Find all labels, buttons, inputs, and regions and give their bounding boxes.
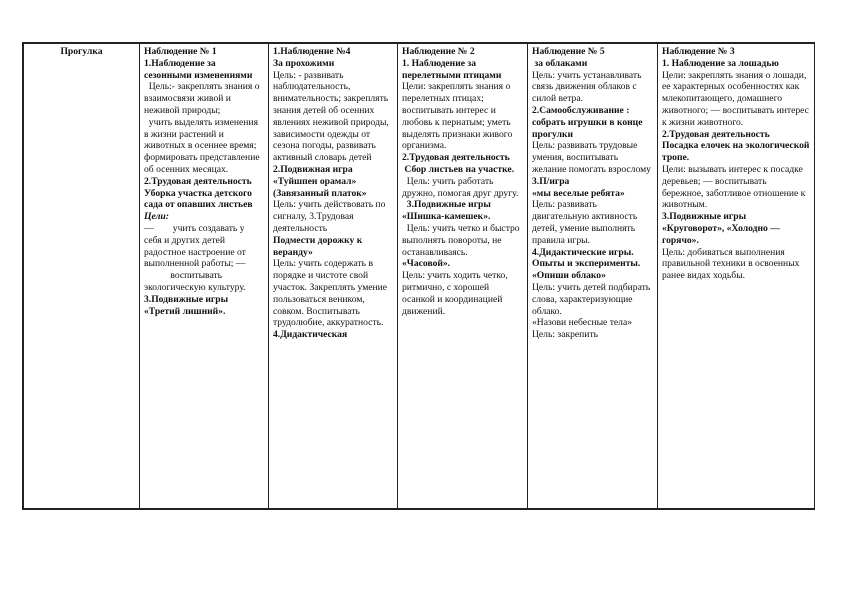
cell-text-line: 1. Наблюдение за перелетными птицами bbox=[402, 57, 502, 81]
cell-text-line: — учить создавать у себя и других детей радостное настроение от выполненной работы; — bbox=[144, 222, 249, 270]
cell-text-line: Цель: учить детей подбирать слова, характеризующие облако. bbox=[532, 281, 653, 317]
column-walk bbox=[24, 44, 140, 509]
cell-text-line: Цель: - развивать наблюдательность, внимательность; закреплять знания детей об осенних явлениях неживой природы, зависимости одежды от сезона погоды, развивать активный словарь детей bbox=[273, 69, 392, 164]
cell-text-line: 3.П/игра bbox=[532, 175, 570, 187]
cell-text-line: Цель: учить действовать по сигналу, 3.Трудовая деятельность bbox=[273, 199, 388, 234]
cell-text-line: Цели: вызывать интерес к посадке деревьев; — воспитывать бережное, заботливое отношение к животным. bbox=[662, 163, 808, 211]
cell-text-line: Цель: развивать трудовые умения, воспитывать желание помогать взрослому bbox=[532, 140, 651, 175]
cell-text-line: 2.Подвижная игра «Туйшпен орамал» (Завязанный платок» bbox=[273, 163, 367, 199]
cell-text-line: Цель: учить содержать в порядке и чистоте свой участок. Закреплять умение пользоваться веником, совком. Воспитывать трудолюбие, аккуратность. bbox=[273, 258, 390, 329]
cell-text-line: Цель: учить ходить четко, ритмично, с хорошей осанкой и координацией движений. bbox=[402, 270, 511, 317]
cell-text-line: 2.Трудовая деятельность bbox=[144, 175, 252, 187]
column-observation-4 bbox=[269, 44, 398, 509]
cell-text-line: Наблюдение № 2 bbox=[402, 46, 475, 57]
cell-text-line: Цели: закреплять знания о перелетных птицах; воспитывать интерес и любовь к пернатым; уметь выделять признаки живого организма. bbox=[402, 81, 515, 152]
cell-text-line: Наблюдение № 1 bbox=[144, 46, 217, 57]
cell-text-line: 3.Подвижные игры «Круговорот», «Холодно — горячо». bbox=[662, 211, 783, 246]
cell-text-line: Цель: развивать двигательную активность детей, умение выполнять правила игры. bbox=[532, 199, 640, 246]
cell-text-line: Цели: bbox=[144, 211, 169, 223]
cell-text-line: «Назови небесные тела» bbox=[532, 317, 633, 329]
cell-text-line: 4.Дидактические игры. Опыты и эксперименты. bbox=[532, 246, 641, 270]
cell-text-line: 3.Подвижные игры «Третий лишний». bbox=[144, 293, 231, 317]
cell-text-line: 2.Трудовая деятельность bbox=[662, 128, 770, 140]
column-observation-3 bbox=[658, 44, 815, 509]
cell-text-line: воспитывать экологическую культуру. bbox=[144, 270, 246, 293]
plan-row bbox=[24, 44, 815, 509]
cell-text-line: Прогулка bbox=[60, 46, 103, 57]
plan-grid bbox=[23, 43, 815, 509]
cell-text-line: Цель: добиваться выполнения правильной техники в освоенных ранее видах ходьбы. bbox=[662, 246, 802, 282]
cell-text-line: «Опиши облако» bbox=[532, 270, 606, 282]
column-observation-1 bbox=[140, 44, 269, 509]
cell-text-line: Цель: учить работать дружно, помогая друг другу. bbox=[402, 175, 519, 199]
cell-text-line: Посадка елочек на экологической тропе. bbox=[662, 140, 812, 164]
cell-text-line: Сбор листьев на участке. bbox=[402, 163, 515, 175]
cell-text-line: За прохожими bbox=[273, 57, 335, 69]
cell-text-line: Уборка участка детского сада от опавших листьев bbox=[144, 187, 255, 211]
cell-text-line: 1.Наблюдение за сезонными изменениями bbox=[144, 57, 253, 81]
cell-text-line: 3.Подвижные игры «Шишка-камешек». bbox=[402, 199, 494, 223]
cell-text-line: «Часовой». bbox=[402, 258, 451, 270]
cell-text-line: 1.Наблюдение №4 bbox=[273, 46, 351, 57]
cell-text-line: «мы веселые ребята» bbox=[532, 187, 625, 199]
cell-text-line: 4.Дидактическая bbox=[273, 329, 348, 341]
column-observation-5 bbox=[528, 44, 658, 509]
cell-text-line: Цели: закреплять знания о лошади, ее характерных особенностях как млекопитающего, домашнего животного; — воспитывать интерес к жизни животного. bbox=[662, 69, 812, 128]
walk-plan-table bbox=[22, 42, 815, 510]
cell-text-line: Подмести дорожку к веранду» bbox=[273, 234, 365, 258]
cell-text-line: 2.Самообслуживание : собрать игрушки в конце прогулки bbox=[532, 104, 645, 140]
cell-text-line: 2.Трудовая деятельность bbox=[402, 152, 510, 164]
cell-text-line: учить выделять изменения в жизни растений и животных в осеннее время; bbox=[144, 116, 261, 152]
cell-text-line: формировать представление об осенних месяцах. bbox=[144, 152, 262, 175]
cell-text-line: Цель: закрепить bbox=[532, 329, 599, 341]
cell-text-line: за облаками bbox=[532, 57, 588, 69]
column-observation-2 bbox=[398, 44, 528, 509]
cell-text-line: Наблюдение № 5 bbox=[532, 46, 605, 57]
cell-text-line: 1. Наблюдение за лошадью bbox=[662, 57, 779, 69]
cell-text-line: Цель: учить четко и быстро выполнять повороты, не останавливаясь. bbox=[402, 222, 523, 258]
cell-text-line: Цель:- закреплять знания о взаимосвязи живой и неживой природы; bbox=[144, 81, 262, 116]
cell-text-line: Цель: учить устанавливать связь движения облаков с силой ветра. bbox=[532, 69, 644, 105]
cell-text-line: Наблюдение № 3 bbox=[662, 46, 735, 57]
